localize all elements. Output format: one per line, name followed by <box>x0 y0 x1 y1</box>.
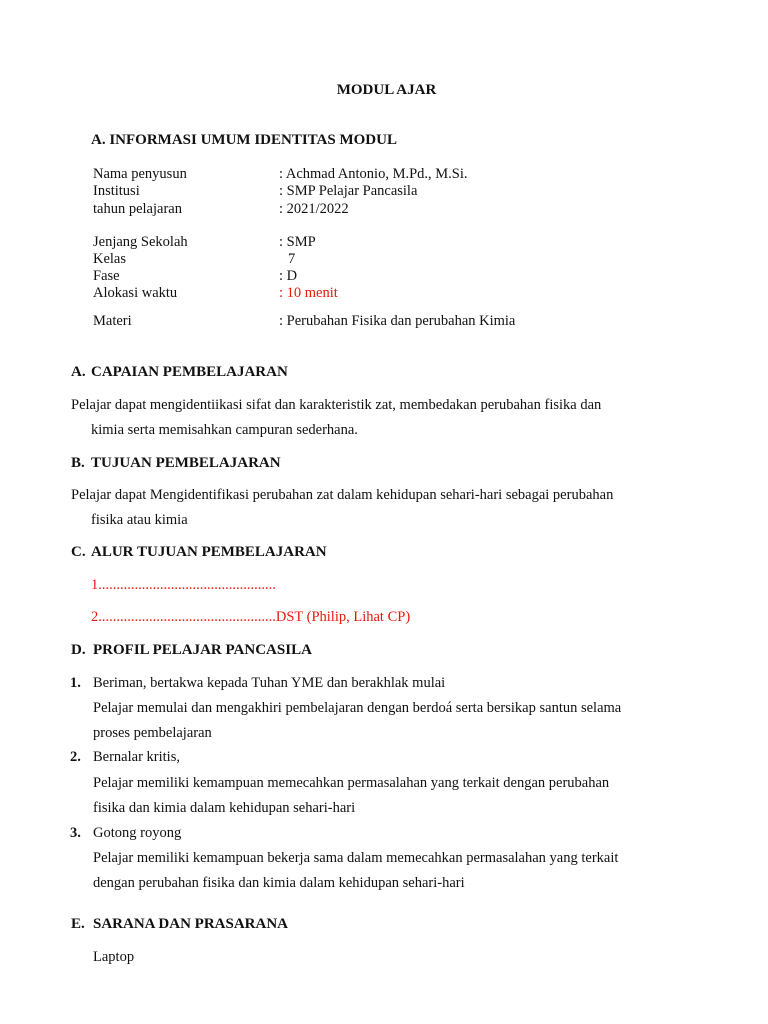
tujuan-letter: B. <box>71 455 85 471</box>
tujuan-text-line1: Pelajar dapat Mengidentifikasi perubahan zat dalam kehidupan sehari-hari sebagai perubahan <box>71 487 614 503</box>
capaian-letter: A. <box>71 364 86 380</box>
info-value-fase: : D <box>279 268 298 284</box>
sarana-heading: SARANA DAN PRASARANA <box>93 916 289 932</box>
profil-item-3-number: 3. <box>70 825 81 841</box>
profil-item-2-desc-line1: Pelajar memiliki kemampuan memecahkan permasalahan yang terkait dengan perubahan <box>93 775 610 791</box>
alur-heading: ALUR TUJUAN PEMBELAJARAN <box>91 544 327 560</box>
tujuan-text-line2: fisika atau kimia <box>91 512 188 528</box>
capaian-heading: CAPAIAN PEMBELAJARAN <box>91 364 288 380</box>
profil-item-2-desc-line2: fisika dan kimia dalam kehidupan sehari-hari <box>93 800 356 816</box>
info-label-alokasi: Alokasi waktu <box>93 285 178 301</box>
info-label-institusi: Institusi <box>93 183 140 199</box>
profil-heading: PROFIL PELAJAR PANCASILA <box>93 642 312 658</box>
info-label-jenjang: Jenjang Sekolah <box>93 234 188 250</box>
profil-item-2-number: 2. <box>70 749 81 765</box>
info-heading: A. INFORMASI UMUM IDENTITAS MODUL <box>91 132 397 148</box>
document-title: MODUL AJAR <box>336 82 437 98</box>
info-label-materi: Materi <box>93 313 132 329</box>
info-label-penyusun: Nama penyusun <box>93 166 187 182</box>
info-value-jenjang: : SMP <box>279 234 316 250</box>
alur-letter: C. <box>71 544 86 560</box>
sarana-letter: E. <box>71 916 85 932</box>
sarana-item-laptop: Laptop <box>93 949 135 965</box>
profil-item-2-title: Bernalar kritis, <box>93 749 180 765</box>
profil-item-3-title: Gotong royong <box>93 825 182 841</box>
info-value-penyusun: : Achmad Antonio, M.Pd., M.Si. <box>279 166 468 182</box>
profil-item-1-desc-line1: Pelajar memulai dan mengakhiri pembelajaran dengan berdoá serta bersikap santun selama <box>93 700 622 716</box>
info-label-kelas: Kelas <box>93 251 127 267</box>
tujuan-heading: TUJUAN PEMBELAJARAN <box>91 455 281 471</box>
profil-item-1-title: Beriman, bertakwa kepada Tuhan YME dan berakhlak mulai <box>93 675 446 691</box>
profil-item-1-number: 1. <box>70 675 81 691</box>
profil-item-3-desc-line1: Pelajar memiliki kemampuan bekerja sama dalam memecahkan permasalahan yang terkait <box>93 850 619 866</box>
info-value-tahun: : 2021/2022 <box>279 201 349 217</box>
alur-item-1: 1................................................. <box>91 577 276 593</box>
info-value-institusi: : SMP Pelajar Pancasila <box>279 183 418 199</box>
info-value-materi: : Perubahan Fisika dan perubahan Kimia <box>279 313 516 329</box>
info-value-alokasi: : 10 menit <box>279 285 338 301</box>
profil-item-3-desc-line2: dengan perubahan fisika dan kimia dalam kehidupan sehari-hari <box>93 875 465 891</box>
capaian-text-line1: Pelajar dapat mengidentiikasi sifat dan karakteristik zat, membedakan perubahan fisika dan <box>71 397 602 413</box>
info-value-kelas: 7 <box>288 251 296 267</box>
alur-item-2: 2.................................................DST (Philip, Lihat CP) <box>91 609 411 625</box>
info-label-tahun: tahun pelajaran <box>93 201 182 217</box>
profil-letter: D. <box>71 642 86 658</box>
capaian-text-line2: kimia serta memisahkan campuran sederhana. <box>91 422 358 438</box>
profil-item-1-desc-line2: proses pembelajaran <box>93 725 212 741</box>
info-label-fase: Fase <box>93 268 120 284</box>
